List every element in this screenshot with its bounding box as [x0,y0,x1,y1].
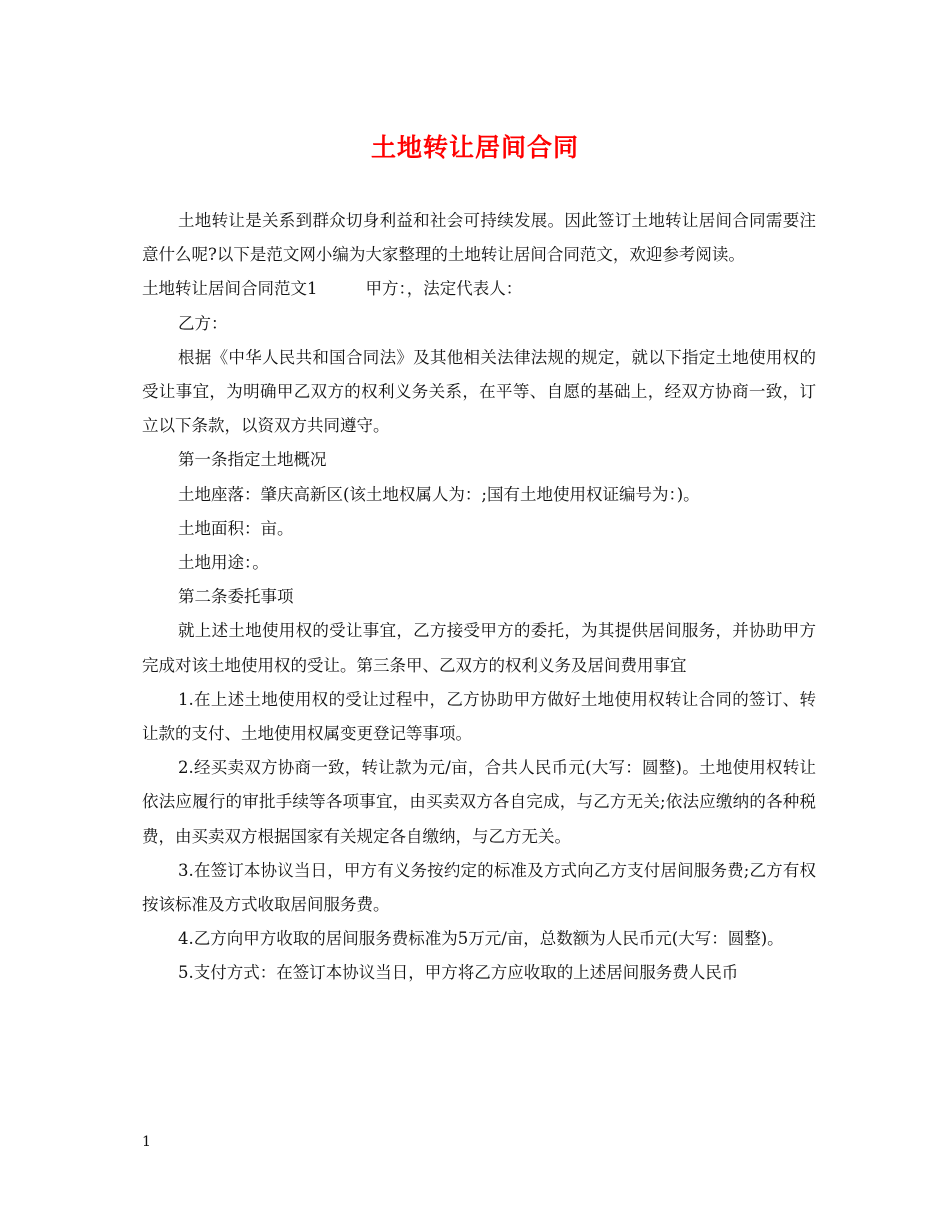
article1-heading: 第一条指定土地概况 [178,450,327,470]
clause-item-4: 4.乙方向甲方收取的居间服务费标准为5万元/亩，总数额为人民币元(大写：圆整)。 [178,929,784,949]
intro-paragraph: 土地转让是关系到群众切身利益和社会可持续发展。因此签订土地转让居间合同需要注意什么呢?以下是范文网小编为大家整理的土地转让居间合同范文，欢迎参考阅读。 [142,211,816,265]
article2-paragraph: 就上述土地使用权的受让事宜，乙方接受甲方的委托，为其提供居间服务，并协助甲方完成对该土地使用权的受让。第三条甲、乙双方的权利义务及居间费用事宜 [142,621,816,675]
party-a-line: 甲方：，法定代表人： [365,279,523,299]
land-location-line: 土地座落：肇庆高新区(该土地权属人为：;国有土地使用权证编号为：)。 [178,484,700,504]
clause-item-2: 2.经买卖双方协商一致，转让款为元/亩，合共人民币元(大写：圆整)。土地使用权转让依法应履行的审批手续等各项事宜，由买卖双方各自完成，与乙方无关;依法应缴纳的各种税费，由买卖双方根据国家有关规定各自缴纳，与乙方无关。 [142,758,816,846]
sample-heading-line [142,272,816,306]
land-use-line: 土地用途：。 [178,553,269,573]
article2-heading: 第二条委托事项 [178,587,294,607]
page-number: 1 [142,1134,151,1150]
preamble-paragraph: 根据《中华人民共和国合同法》及其他相关法律法规的规定，就以下指定土地使用权的受让事宜，为明确甲乙双方的权利义务关系，在平等、自愿的基础上，经双方协商一致，订立以下条款，以资双方共同遵守。 [142,347,816,436]
land-area-line: 土地面积：亩。 [178,518,294,538]
clause-item-1: 1.在上述土地使用权的受让过程中，乙方协助甲方做好土地使用权转让合同的签订、转让款的支付、土地使用权属变更登记等事项。 [142,689,816,744]
document-body [142,204,816,991]
sample-heading: 土地转让居间合同范文1 [142,279,318,299]
document-title: 土地转让居间合同 [370,133,579,162]
clause-item-3: 3.在签订本协议当日，甲方有义务按约定的标准及方式向乙方支付居间服务费;乙方有权按该标准及方式收取居间服务费。 [142,860,816,915]
clause-item-5: 5.支付方式：在签订本协议当日，甲方将乙方应收取的上述居间服务费人民币 [178,963,739,983]
party-b-line: 乙方： [178,313,228,333]
